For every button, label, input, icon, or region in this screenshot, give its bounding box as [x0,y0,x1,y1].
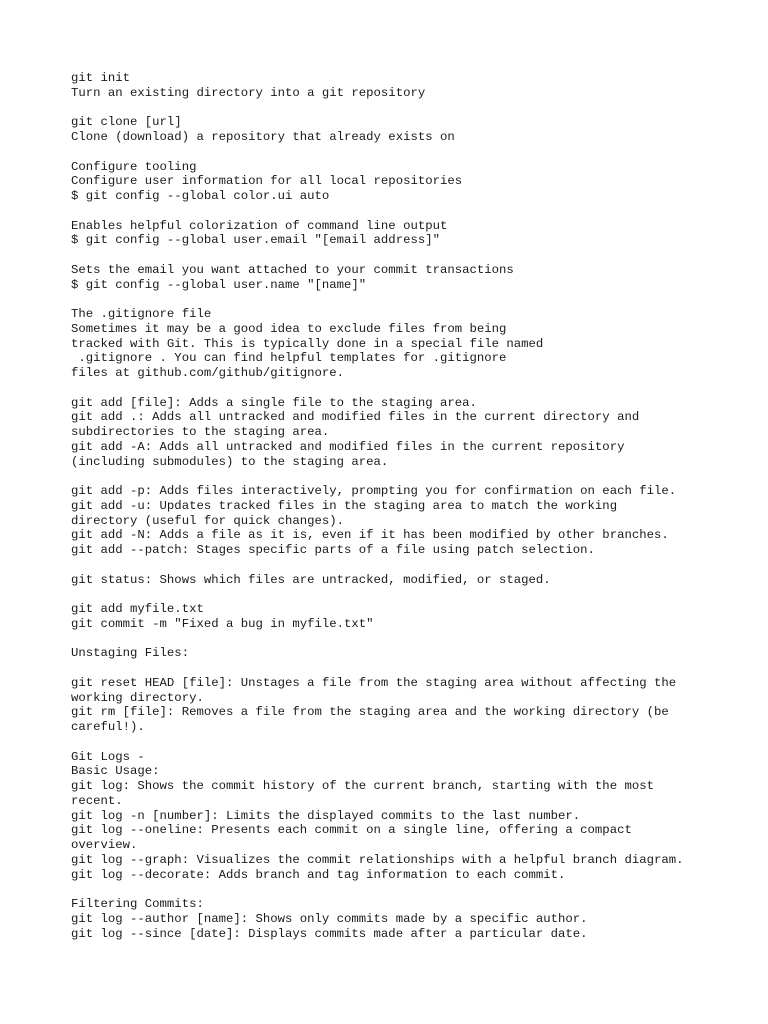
text-line: Filtering Commits: [71,897,204,911]
paragraph [71,646,751,661]
text-line: $ git config --global user.name "[name]" [71,277,367,292]
text-line: (including submodules) to the staging area. [71,454,389,469]
paragraph [71,750,751,883]
text-line: git log: Shows the commit history of the current branch, starting with the most [71,779,654,793]
text-line: git log --decorate: Adds branch and tag information to each commit. [71,867,566,882]
text-line: Turn an existing directory into a git repository [71,85,426,100]
text-line: git add -p: Adds files interactively, prompting you for confirmation on each file. [71,484,677,498]
paragraph [71,307,751,381]
text-line: git log --oneline: Presents each commit on a single line, offering a compact [71,823,632,838]
text-line: git log --graph: Visualizes the commit relationships with a helpful branch diagram. [71,852,684,867]
text-line: .gitignore . You can find helpful templates for .gitignore [71,351,507,366]
text-line: The .gitignore file [71,307,212,321]
text-line: git add -A: Adds all untracked and modified files in the current repository [71,439,625,454]
text-line: Configure user information for all local repositories [71,174,463,189]
text-line: directory (useful for quick changes). [71,513,345,528]
text-line: git add .: Adds all untracked and modified files in the current directory and [71,410,640,425]
text-line: overview. [71,838,138,852]
text-line: subdirectories to the staging area. [71,425,330,439]
text-line: Git Logs - [71,749,145,764]
text-line: git log --since [date]: Displays commits made after a particular date. [71,926,588,941]
text-line: files at github.com/github/gitignore. [71,366,345,380]
text-line: working directory. [71,690,204,705]
paragraph [71,602,751,632]
paragraph [71,897,751,941]
text-line: Configure tooling [71,159,197,174]
text-line: Sets the email you want attached to your commit transactions [71,262,514,277]
paragraph [71,263,751,293]
paragraph [71,396,751,470]
text-line: Clone (download) a repository that already exists on [71,130,455,144]
paragraph [71,573,751,588]
text-line: git add [file]: Adds a single file to the staging area. [71,395,477,410]
text-line: git log --author [name]: Shows only commits made by a specific author. [71,911,588,926]
paragraph [71,115,751,145]
text-line: Unstaging Files: [71,646,190,661]
text-line: careful!). [71,720,145,734]
text-line: git commit -m "Fixed a bug in myfile.txt" [71,616,374,631]
text-line: git add -N: Adds a file as it is, even if it has been modified by other branches. [71,528,669,543]
paragraph [71,160,751,204]
text-line: git rm [file]: Removes a file from the staging area and the working directory (be [71,705,669,720]
text-line: Enables helpful colorization of command line output [71,218,448,233]
paragraph [71,484,751,558]
text-line: $ git config --global color.ui auto [71,189,330,203]
paragraph [71,676,751,735]
text-line: Basic Usage: [71,764,160,779]
paragraph [71,71,751,101]
text-line: git add myfile.txt [71,602,204,616]
text-line: tracked with Git. This is typically done in a special file named [71,336,544,351]
paragraph [71,219,751,249]
text-line: recent. [71,793,123,808]
text-line: $ git config --global user.email "[email address]" [71,233,440,248]
text-line: git clone [url] [71,115,182,130]
text-line: git status: Shows which files are untracked, modified, or staged. [71,572,551,587]
text-line: git add -u: Updates tracked files in the staging area to match the working [71,498,618,513]
document-page [71,71,751,956]
text-line: git reset HEAD [file]: Unstages a file from the staging area without affecting the [71,675,677,690]
text-line: Sometimes it may be a good idea to exclude files from being [71,321,507,336]
text-line: git add --patch: Stages specific parts of a file using patch selection. [71,543,595,557]
text-line: git log -n [number]: Limits the displayed commits to the last number. [71,808,581,823]
text-line: git init [71,71,131,85]
